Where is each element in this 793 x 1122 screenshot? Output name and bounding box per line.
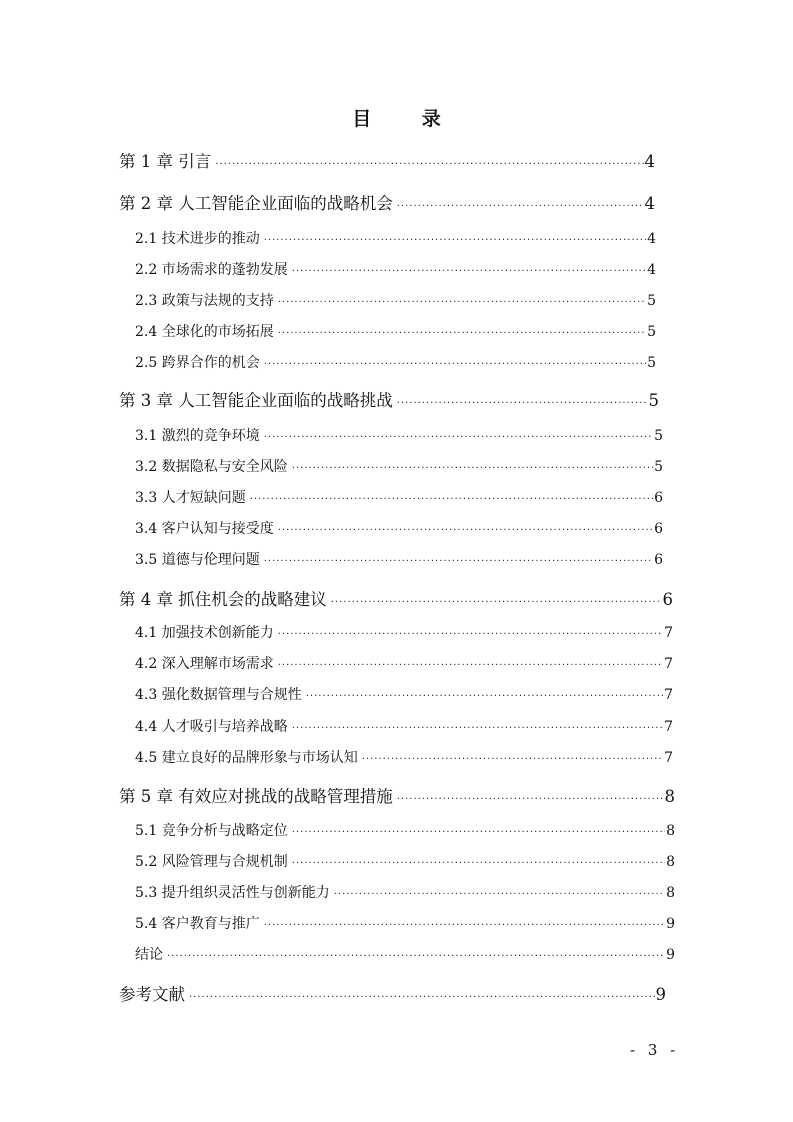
toc-entry-label: 3.5 道德与伦理问题: [135, 552, 260, 568]
toc-entry-section-4-2[interactable]: [135, 653, 673, 673]
toc-entry-page: 9: [666, 947, 675, 963]
toc-entry-section-5-1[interactable]: [135, 820, 675, 840]
toc-entry-section-4-5[interactable]: [135, 747, 673, 767]
dot-leader: [278, 328, 646, 339]
toc-entry-page: 4: [644, 152, 655, 171]
toc-entry-chapter-1[interactable]: [119, 148, 655, 172]
toc-entry-label: 3.2 数据隐私与安全风险: [135, 459, 288, 475]
toc-entry-section-3-5[interactable]: [135, 549, 663, 569]
toc-entry-section-3-1[interactable]: [135, 425, 663, 445]
toc-entry-page: 6: [654, 490, 663, 506]
dot-leader: [397, 794, 664, 805]
toc-entry-page: 6: [662, 590, 673, 609]
toc-entry-label: 4.5 建立良好的品牌形象与市场认知: [135, 750, 358, 766]
toc-entry-page: 4: [647, 262, 656, 278]
toc-entry-conclusion[interactable]: [135, 944, 675, 964]
dot-leader: [215, 159, 643, 170]
toc-entry-label: 4.1 加强技术创新能力: [135, 625, 274, 641]
toc-entry-chapter-5[interactable]: [119, 783, 675, 807]
toc-entry-page: 5: [647, 355, 656, 371]
toc-entry-section-5-4[interactable]: [135, 913, 675, 933]
toc-entry-label: 2.4 全球化的市场拓展: [135, 324, 274, 340]
toc-entry-page: 5: [648, 391, 659, 410]
toc-entry-label: 2.3 政策与法规的支持: [135, 293, 274, 309]
toc-entry-section-2-1[interactable]: [135, 228, 656, 248]
toc-entry-page: 9: [655, 985, 666, 1004]
toc-entry-label: 第 2 章 人工智能企业面临的战略机会: [119, 194, 393, 213]
toc-entry-page: 7: [664, 750, 673, 766]
dot-leader: [264, 432, 653, 443]
dot-leader: [189, 992, 655, 1003]
toc-entry-label: 3.3 人才短缺问题: [135, 490, 246, 506]
dot-leader: [278, 525, 653, 536]
toc-entry-page: 4: [647, 231, 656, 247]
toc-entry-page: 7: [664, 656, 673, 672]
page-number-footer: - 3 -: [630, 1041, 680, 1059]
toc-entry-page: 5: [647, 324, 656, 340]
toc-entry-page: 5: [647, 293, 656, 309]
toc-entry-chapter-2[interactable]: [119, 190, 655, 214]
dot-leader: [362, 754, 663, 765]
toc-entry-label: 4.2 深入理解市场需求: [135, 656, 274, 672]
toc-entry-section-3-4[interactable]: [135, 518, 663, 538]
dot-leader: [292, 266, 646, 277]
dot-leader: [264, 235, 646, 246]
toc-entry-section-2-4[interactable]: [135, 321, 656, 341]
toc-entry-page: 8: [666, 885, 675, 901]
toc-entry-chapter-4[interactable]: [119, 586, 673, 610]
toc-entry-page: 8: [664, 787, 675, 806]
toc-entry-page: 6: [654, 521, 663, 537]
toc-title: 目 录: [352, 108, 463, 130]
toc-entry-section-3-3[interactable]: [135, 487, 663, 507]
dot-leader: [278, 629, 663, 640]
toc-entry-label: 第 4 章 抓住机会的战略建议: [119, 590, 327, 609]
toc-entry-section-5-3[interactable]: [135, 882, 675, 902]
dot-leader: [334, 889, 665, 900]
dot-leader: [397, 201, 644, 212]
dot-leader: [397, 398, 648, 409]
toc-entry-chapter-3[interactable]: [119, 387, 659, 411]
toc-entry-page: 5: [654, 459, 663, 475]
toc-entry-label: 3.1 激烈的竞争环境: [135, 428, 260, 444]
dot-leader: [250, 494, 653, 505]
toc-entry-label: 结论: [135, 947, 163, 963]
toc-entry-page: 8: [666, 854, 675, 870]
toc-entry-label: 2.2 市场需求的蓬勃发展: [135, 262, 288, 278]
toc-entry-page: 7: [664, 625, 673, 641]
dot-leader: [167, 951, 665, 962]
toc-entry-label: 4.4 人才吸引与培养战略: [135, 719, 288, 735]
dot-leader: [278, 297, 646, 308]
toc-entry-section-4-3[interactable]: [135, 684, 673, 704]
toc-entry-label: 2.1 技术进步的推动: [135, 231, 260, 247]
toc-entry-label: 第 3 章 人工智能企业面临的战略挑战: [119, 391, 393, 410]
toc-entry-label: 5.4 客户教育与推广: [135, 916, 260, 932]
toc-entry-page: 7: [664, 687, 673, 703]
toc-entry-page: 6: [654, 552, 663, 568]
toc-entry-label: 2.5 跨界合作的机会: [135, 355, 260, 371]
dot-leader: [278, 660, 663, 671]
toc-entry-section-3-2[interactable]: [135, 456, 663, 476]
toc-entry-label: 5.3 提升组织灵活性与创新能力: [135, 885, 330, 901]
toc-entry-label: 5.1 竞争分析与战略定位: [135, 823, 288, 839]
toc-entry-label: 参考文献: [119, 985, 185, 1004]
dot-leader: [264, 556, 653, 567]
toc-entry-page: 8: [666, 823, 675, 839]
toc-entry-label: 第 1 章 引言: [119, 152, 212, 171]
toc-entry-section-2-2[interactable]: [135, 259, 656, 279]
dot-leader: [264, 359, 646, 370]
dot-leader: [264, 920, 665, 931]
toc-entry-section-4-1[interactable]: [135, 622, 673, 642]
toc-entry-section-2-3[interactable]: [135, 290, 656, 310]
toc-entry-page: 7: [664, 719, 673, 735]
dot-leader: [292, 858, 665, 869]
dot-leader: [292, 463, 653, 474]
dot-leader: [331, 597, 662, 608]
toc-entry-references[interactable]: [119, 981, 666, 1005]
toc-entry-page: 4: [644, 194, 655, 213]
toc-entry-section-2-5[interactable]: [135, 352, 656, 372]
toc-entry-label: 第 5 章 有效应对挑战的战略管理措施: [119, 787, 393, 806]
dot-leader: [292, 827, 665, 838]
toc-entry-page: 9: [666, 916, 675, 932]
dot-leader: [292, 723, 663, 734]
toc-entry-label: 5.2 风险管理与合规机制: [135, 854, 288, 870]
dot-leader: [306, 691, 663, 702]
toc-entry-section-5-2[interactable]: [135, 851, 675, 871]
toc-entry-section-4-4[interactable]: [135, 716, 673, 736]
toc-entry-label: 3.4 客户认知与接受度: [135, 521, 274, 537]
toc-entry-label: 4.3 强化数据管理与合规性: [135, 687, 302, 703]
toc-entry-page: 5: [654, 428, 663, 444]
